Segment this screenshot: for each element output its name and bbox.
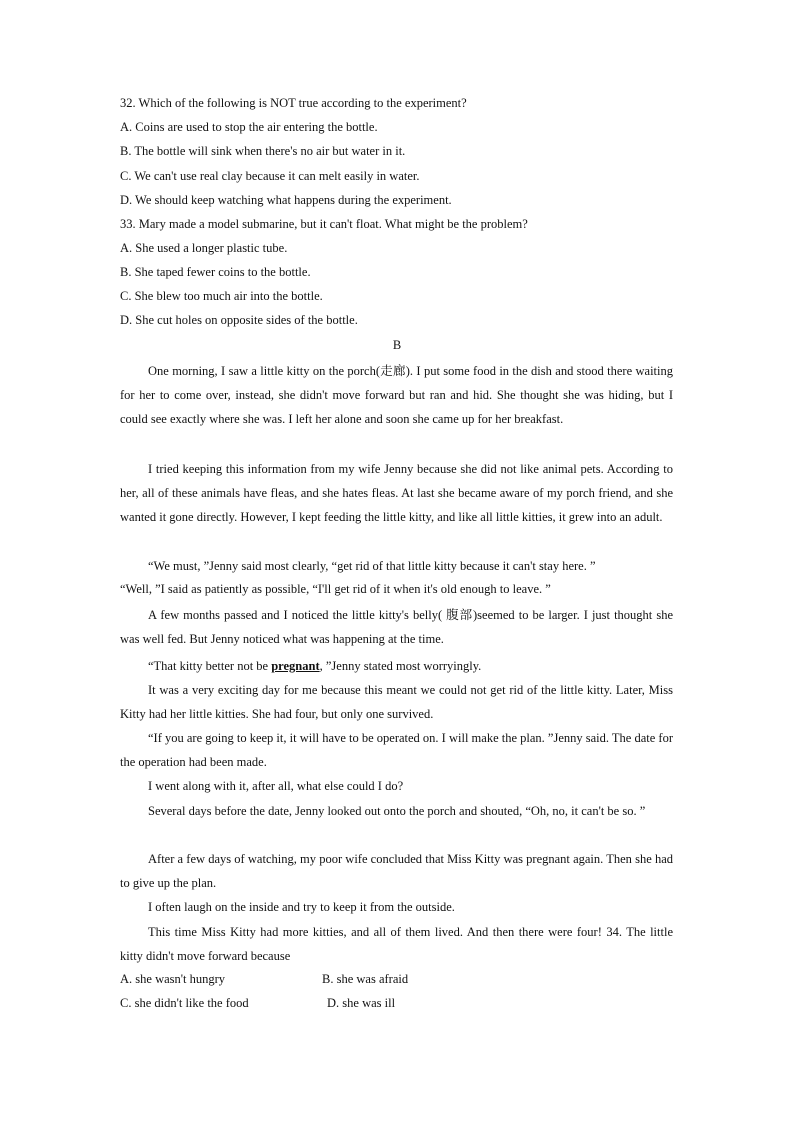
q33-question: 33. Mary made a model submarine, but it can't float. What might be the problem?	[120, 217, 528, 231]
q32-option-b: B. The bottle will sink when there's no air but water in it.	[120, 144, 406, 158]
q32-option-a: A. Coins are used to stop the air entering the bottle.	[120, 120, 378, 134]
q34-option-a: A. she wasn't hungry	[120, 972, 226, 986]
passage-paragraph-11: I often laugh on the inside and try to keep it from the outside.	[148, 900, 455, 914]
q32-option-d: D. We should keep watching what happens during the experiment.	[120, 193, 452, 207]
q32-question: 32. Which of the following is NOT true according to the experiment?	[120, 96, 467, 110]
passage-paragraph-4: A few months passed and I noticed the little kitty's belly( 腹部)seemed to be larger. I just thought she was well fed. But Jenny noticed what was happening at the time.	[120, 608, 673, 647]
passage-paragraph-3b: “Well, ”I said as patiently as possible, “I'll get rid of it when it's old enough to leave. ”	[120, 582, 551, 596]
passage-paragraph-1: One morning, I saw a little kitty on the porch(走廊). I put some food in the dish and stood there waiting for her to come over, instead, she didn't move forward but ran and hid. She thought she was hiding, but I could see exactly where she was. I left her alone and soon she came up for her breakfast.	[120, 364, 673, 427]
section-title: B	[392, 338, 402, 352]
passage-paragraph-9: Several days before the date, Jenny looked out onto the porch and shouted, “Oh, no, it can't be so. ”	[148, 804, 646, 818]
q33-option-c: C. She blew too much air into the bottle.	[120, 289, 323, 303]
q33-option-b: B. She taped fewer coins to the bottle.	[120, 265, 311, 279]
quote-open: “That kitty better not be	[148, 659, 272, 673]
q34-option-d: D. she was ill	[327, 996, 396, 1010]
q32-option-c: C. We can't use real clay because it can melt easily in water.	[120, 169, 420, 183]
q33-option-a: A. She used a longer plastic tube.	[120, 241, 288, 255]
passage-paragraph-12: This time Miss Kitty had more kitties, and all of them lived. And then there were four! 34. The little kitty didn't move forward because	[120, 925, 673, 964]
passage-paragraph-8: I went along with it, after all, what else could I do?	[148, 779, 404, 793]
quote-close: , ”Jenny stated most worryingly.	[319, 659, 482, 673]
q34-option-c: C. she didn't like the food	[120, 996, 249, 1010]
passage-paragraph-2: I tried keeping this information from my wife Jenny because she did not like animal pets. According to her, all of these animals have fleas, and she hates fleas. At last she became aware of my porch friend, and she wanted it gone directly. However, I kept feeding the little kitty, and like all little kitties, it grew into an adult.	[120, 462, 673, 525]
passage-paragraph-6: It was a very exciting day for me because this meant we could not get rid of the little kitty. Later, Miss Kitty had her little kitties. She had four, but only one survived.	[120, 683, 673, 722]
q34-option-b: B. she was afraid	[322, 972, 409, 986]
passage-paragraph-3: “We must, ”Jenny said most clearly, “get rid of that little kitty because it can't stay here. ”	[148, 559, 596, 573]
passage-paragraph-5	[120, 654, 673, 678]
pregnant-word: pregnant	[271, 659, 320, 673]
passage-paragraph-10: After a few days of watching, my poor wife concluded that Miss Kitty was pregnant again. Then she had to give up the plan.	[120, 852, 673, 891]
passage-paragraph-7: “If you are going to keep it, it will have to be operated on. I will make the plan. ”Jenny said. The date for the operation had been made.	[120, 731, 673, 770]
q33-option-d: D. She cut holes on opposite sides of the bottle.	[120, 313, 358, 327]
